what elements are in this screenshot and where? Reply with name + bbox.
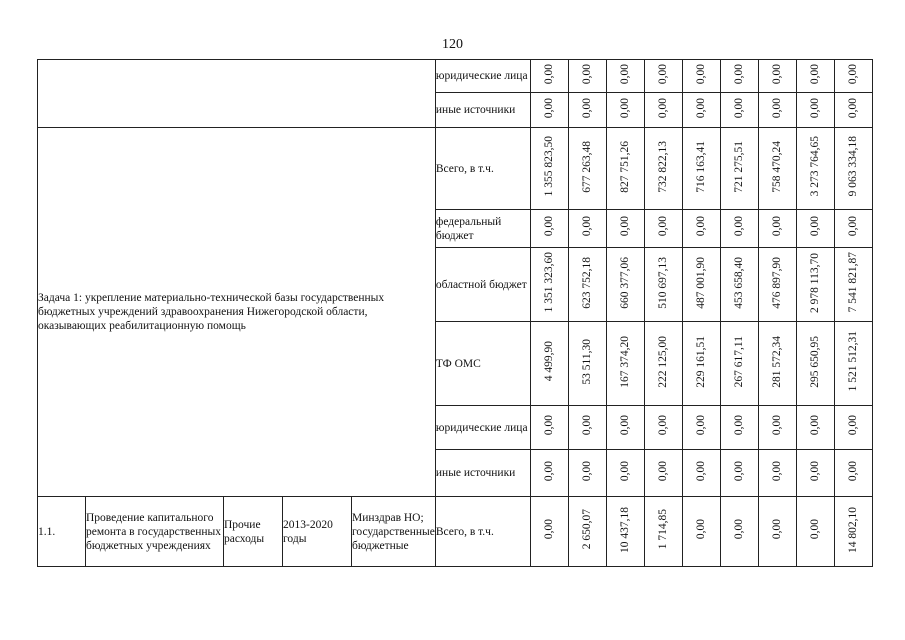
value-cell bbox=[530, 322, 568, 406]
value-cell bbox=[682, 93, 720, 128]
value-cell bbox=[682, 128, 720, 210]
value-cell bbox=[796, 322, 834, 406]
value-text: 222 125,00 bbox=[657, 335, 670, 388]
value-text: 0,00 bbox=[771, 460, 784, 482]
value-text: 0,00 bbox=[619, 97, 632, 119]
value-text: 716 163,41 bbox=[695, 140, 708, 193]
value-text: 0,00 bbox=[619, 63, 632, 85]
value-text: 10 437,18 bbox=[619, 506, 632, 553]
value-cell bbox=[758, 60, 796, 93]
item-name: Проведение капитального ремонта в государственных бюджетных учреждениях bbox=[86, 497, 224, 567]
value-text: 4 499,90 bbox=[543, 341, 556, 382]
value-text: 0,00 bbox=[847, 460, 860, 482]
value-cell bbox=[568, 128, 606, 210]
value-cell bbox=[796, 210, 834, 248]
value-cell bbox=[606, 450, 644, 497]
value-cell bbox=[796, 450, 834, 497]
value-text: 0,00 bbox=[543, 460, 556, 482]
value-text: 623 752,18 bbox=[581, 256, 594, 309]
source-label: Всего, в т.ч. bbox=[435, 497, 530, 567]
value-cell bbox=[568, 210, 606, 248]
source-label: иные источники bbox=[435, 450, 530, 497]
value-cell bbox=[758, 128, 796, 210]
value-cell bbox=[682, 248, 720, 322]
value-text: 0,00 bbox=[809, 63, 822, 85]
empty-merged-cell bbox=[38, 60, 436, 128]
value-cell bbox=[606, 210, 644, 248]
value-cell bbox=[834, 93, 872, 128]
value-cell bbox=[796, 497, 834, 567]
value-cell bbox=[530, 60, 568, 93]
value-cell bbox=[606, 497, 644, 567]
value-cell bbox=[758, 450, 796, 497]
value-cell bbox=[682, 210, 720, 248]
value-text: 7 541 821,87 bbox=[847, 252, 860, 313]
value-cell bbox=[606, 322, 644, 406]
value-text: 167 374,20 bbox=[619, 335, 632, 388]
value-cell bbox=[682, 450, 720, 497]
source-label: Всего, в т.ч. bbox=[435, 128, 530, 210]
value-text: 1 714,85 bbox=[657, 509, 670, 550]
value-text: 0,00 bbox=[657, 415, 670, 436]
value-text: 0,00 bbox=[771, 216, 784, 237]
source-label: юридические лица bbox=[435, 406, 530, 450]
value-text: 1 351 323,60 bbox=[543, 252, 556, 313]
value-cell bbox=[834, 406, 872, 450]
table-row bbox=[38, 128, 873, 210]
value-text: 0,00 bbox=[847, 63, 860, 85]
value-text: 53 511,30 bbox=[581, 338, 594, 385]
value-text: 281 572,34 bbox=[771, 335, 784, 388]
value-cell bbox=[720, 248, 758, 322]
page-number: 120 bbox=[442, 37, 463, 52]
value-cell bbox=[606, 406, 644, 450]
value-text: 0,00 bbox=[695, 63, 708, 85]
value-text: 0,00 bbox=[581, 63, 594, 85]
value-text: 0,00 bbox=[543, 216, 556, 237]
value-text: 0,00 bbox=[581, 415, 594, 436]
value-text: 0,00 bbox=[771, 519, 784, 540]
value-cell bbox=[606, 60, 644, 93]
value-text: 0,00 bbox=[695, 97, 708, 119]
value-cell bbox=[568, 60, 606, 93]
value-cell bbox=[606, 93, 644, 128]
value-cell bbox=[530, 497, 568, 567]
value-text: 0,00 bbox=[809, 97, 822, 119]
value-text: 758 470,24 bbox=[771, 140, 784, 193]
value-cell bbox=[758, 322, 796, 406]
value-text: 0,00 bbox=[695, 216, 708, 237]
value-text: 0,00 bbox=[847, 415, 860, 436]
value-text: 0,00 bbox=[733, 63, 746, 85]
executor: Минздрав НО; государственные бюджетные bbox=[352, 497, 436, 567]
table-row bbox=[38, 497, 873, 567]
value-text: 453 658,40 bbox=[733, 256, 746, 309]
value-cell bbox=[606, 128, 644, 210]
value-text: 0,00 bbox=[657, 216, 670, 237]
value-text: 295 650,95 bbox=[809, 335, 822, 388]
value-text: 0,00 bbox=[657, 97, 670, 119]
value-text: 0,00 bbox=[771, 415, 784, 436]
value-cell bbox=[606, 248, 644, 322]
value-text: 9 063 334,18 bbox=[847, 136, 860, 197]
value-cell bbox=[720, 322, 758, 406]
value-cell bbox=[682, 322, 720, 406]
value-cell bbox=[720, 497, 758, 567]
value-text: 0,00 bbox=[657, 460, 670, 482]
value-text: 0,00 bbox=[809, 216, 822, 237]
value-text: 0,00 bbox=[733, 97, 746, 119]
task-title: Задача 1: укрепление материально-технической базы государственных бюджетных учреждений здравоохранения Нижегородской области, оказывающих реабилитационную помощь bbox=[38, 128, 436, 497]
source-label: федеральный бюджет bbox=[435, 210, 530, 248]
value-text: 0,00 bbox=[771, 63, 784, 85]
value-cell bbox=[530, 93, 568, 128]
value-text: 510 697,13 bbox=[657, 256, 670, 309]
value-text: 1 355 823,50 bbox=[543, 136, 556, 197]
value-cell bbox=[568, 497, 606, 567]
value-cell bbox=[682, 406, 720, 450]
value-cell bbox=[530, 248, 568, 322]
value-text: 0,00 bbox=[695, 415, 708, 436]
value-cell bbox=[796, 406, 834, 450]
value-cell bbox=[644, 322, 682, 406]
value-cell bbox=[758, 406, 796, 450]
value-text: 0,00 bbox=[733, 519, 746, 540]
value-cell bbox=[644, 128, 682, 210]
value-cell bbox=[720, 93, 758, 128]
value-cell bbox=[758, 248, 796, 322]
value-text: 0,00 bbox=[847, 216, 860, 237]
value-cell bbox=[644, 93, 682, 128]
value-cell bbox=[834, 322, 872, 406]
value-text: 0,00 bbox=[657, 63, 670, 85]
value-text: 0,00 bbox=[543, 415, 556, 436]
value-text: 0,00 bbox=[809, 519, 822, 540]
table-row bbox=[38, 60, 873, 93]
value-text: 0,00 bbox=[581, 460, 594, 482]
value-cell bbox=[796, 128, 834, 210]
value-cell bbox=[796, 93, 834, 128]
value-cell bbox=[758, 93, 796, 128]
value-cell bbox=[568, 322, 606, 406]
value-cell bbox=[682, 497, 720, 567]
value-text: 732 822,13 bbox=[657, 140, 670, 193]
value-text: 0,00 bbox=[809, 415, 822, 436]
value-text: 0,00 bbox=[733, 216, 746, 237]
source-label: ТФ ОМС bbox=[435, 322, 530, 406]
value-cell bbox=[834, 497, 872, 567]
value-cell bbox=[530, 210, 568, 248]
value-text: 0,00 bbox=[847, 97, 860, 119]
value-cell bbox=[834, 210, 872, 248]
value-cell bbox=[644, 60, 682, 93]
value-cell bbox=[834, 60, 872, 93]
value-text: 1 521 512,31 bbox=[847, 331, 860, 392]
value-cell bbox=[720, 128, 758, 210]
value-cell bbox=[720, 60, 758, 93]
value-text: 0,00 bbox=[733, 415, 746, 436]
value-text: 0,00 bbox=[809, 460, 822, 482]
value-cell bbox=[796, 60, 834, 93]
period: 2013-2020 годы bbox=[283, 497, 352, 567]
value-cell bbox=[568, 450, 606, 497]
value-cell bbox=[720, 210, 758, 248]
value-text: 677 263,48 bbox=[581, 140, 594, 193]
value-text: 267 617,11 bbox=[733, 335, 746, 388]
value-cell bbox=[568, 93, 606, 128]
value-text: 476 897,90 bbox=[771, 256, 784, 309]
value-text: 660 377,06 bbox=[619, 256, 632, 309]
value-text: 0,00 bbox=[581, 97, 594, 119]
value-text: 0,00 bbox=[695, 460, 708, 482]
value-cell bbox=[834, 128, 872, 210]
value-cell bbox=[644, 450, 682, 497]
value-cell bbox=[644, 406, 682, 450]
value-cell bbox=[682, 60, 720, 93]
expense-type: Прочие расходы bbox=[224, 497, 283, 567]
value-text: 827 751,26 bbox=[619, 140, 632, 193]
source-label: областной бюджет bbox=[435, 248, 530, 322]
value-text: 0,00 bbox=[619, 216, 632, 237]
value-cell bbox=[834, 248, 872, 322]
value-text: 0,00 bbox=[619, 415, 632, 436]
value-cell bbox=[720, 406, 758, 450]
value-text: 0,00 bbox=[581, 216, 594, 237]
value-cell bbox=[720, 450, 758, 497]
value-cell bbox=[644, 497, 682, 567]
value-text: 3 273 764,65 bbox=[809, 136, 822, 197]
value-text: 0,00 bbox=[543, 519, 556, 540]
value-text: 0,00 bbox=[695, 519, 708, 540]
value-cell bbox=[530, 128, 568, 210]
value-cell bbox=[568, 248, 606, 322]
value-cell bbox=[530, 450, 568, 497]
value-text: 0,00 bbox=[733, 460, 746, 482]
value-text: 14 802,10 bbox=[847, 506, 860, 553]
value-cell bbox=[758, 210, 796, 248]
value-cell bbox=[530, 406, 568, 450]
value-text: 0,00 bbox=[543, 97, 556, 119]
value-text: 229 161,51 bbox=[695, 335, 708, 388]
value-cell bbox=[834, 450, 872, 497]
value-text: 0,00 bbox=[771, 97, 784, 119]
value-cell bbox=[644, 248, 682, 322]
value-cell bbox=[758, 497, 796, 567]
item-number: 1.1. bbox=[38, 497, 86, 567]
value-text: 721 275,51 bbox=[733, 140, 746, 193]
source-label: иные источники bbox=[435, 93, 530, 128]
value-text: 2 650,07 bbox=[581, 509, 594, 550]
value-text: 0,00 bbox=[619, 460, 632, 482]
value-text: 0,00 bbox=[543, 63, 556, 85]
value-cell bbox=[644, 210, 682, 248]
value-text: 487 001,90 bbox=[695, 256, 708, 309]
budget-table bbox=[37, 59, 873, 567]
value-text: 2 978 113,70 bbox=[809, 252, 822, 313]
value-cell bbox=[796, 248, 834, 322]
source-label: юридические лица bbox=[435, 60, 530, 93]
value-cell bbox=[568, 406, 606, 450]
